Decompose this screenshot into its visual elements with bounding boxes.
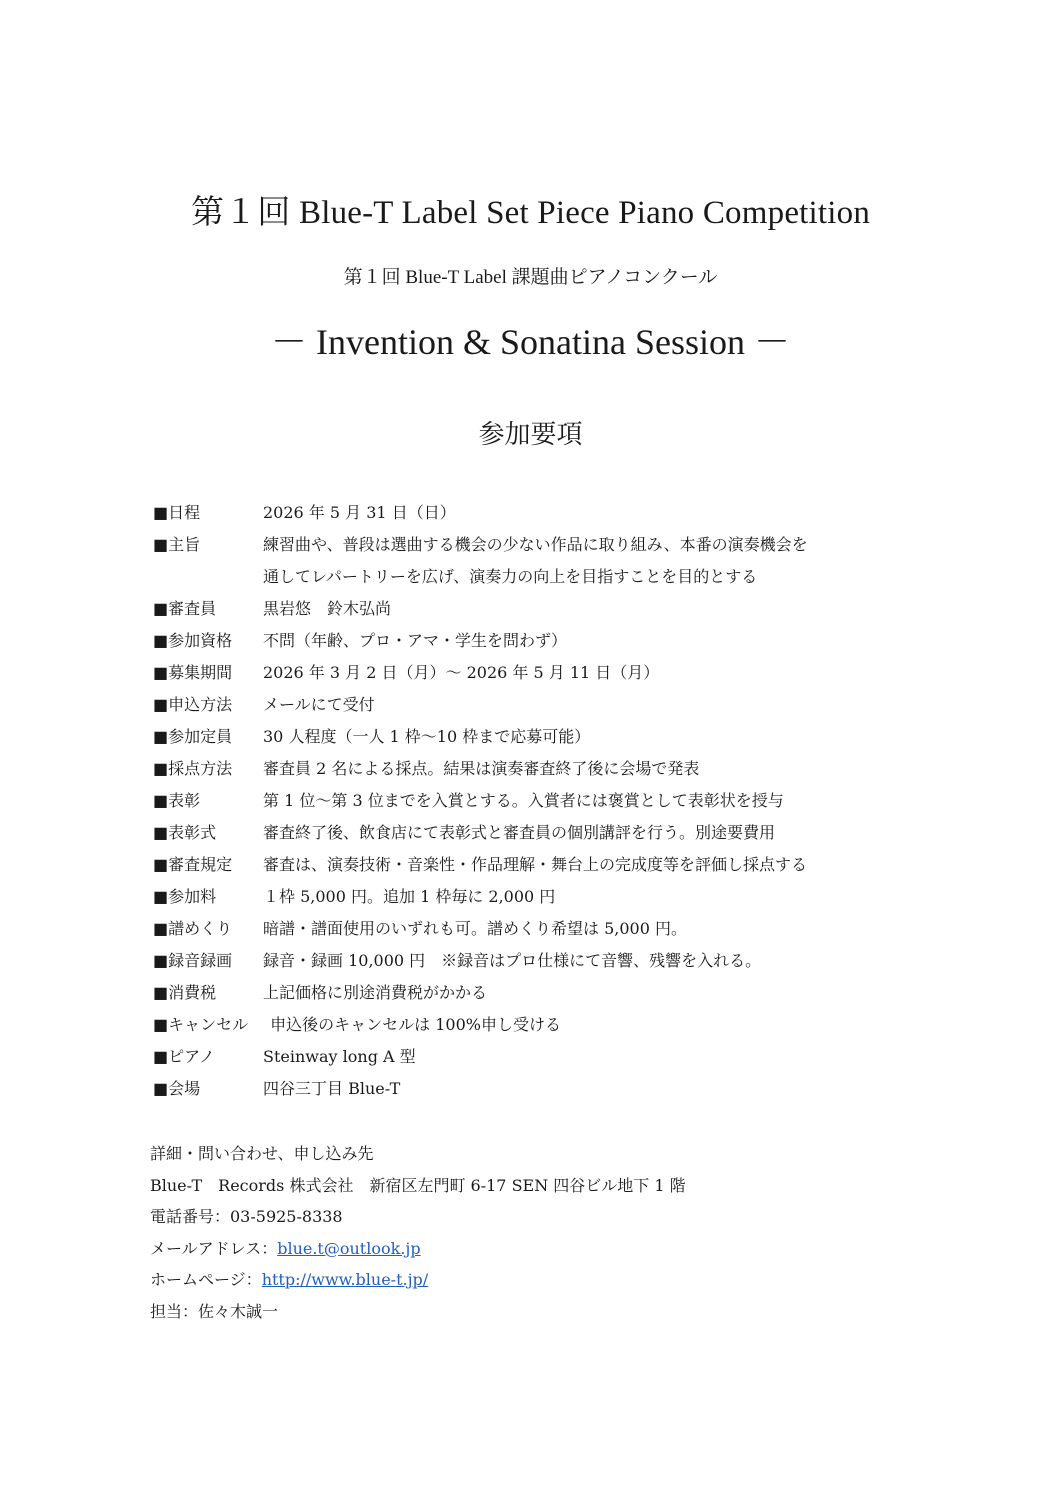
competition-subtitle: 第１回 Blue-T Label 課題曲ピアノコンクール [343,267,718,288]
detail-label: ■参加料 [153,887,217,906]
detail-value-line: 黒岩悠 鈴木弘尚 [263,599,392,618]
detail-row-schedule [153,497,913,529]
detail-label: ■審査員 [153,599,217,618]
detail-value-line: 録音・録画 10,000 円 ※録音はプロ仕様にて音響、残響を入れる。 [263,951,762,970]
contact-email-line [150,1233,910,1265]
detail-label: ■参加定員 [153,727,233,746]
detail-value-line: 暗譜・譜面使用のいずれも可。譜めくり希望は 5,000 円。 [263,919,687,938]
email-link[interactable]: blue.t@outlook.jp [277,1238,421,1258]
detail-row-application-method [153,689,913,721]
detail-label: ■表彰 [153,791,201,810]
session-title: － Invention & Sonatina Session － [271,322,790,362]
detail-row-purpose [153,529,913,593]
detail-value [263,849,913,881]
detail-label: ■日程 [153,503,201,522]
detail-label: ■参加資格 [153,631,233,650]
detail-row-recording [153,945,913,977]
detail-value-line: メールにて受付 [263,695,375,714]
detail-value-line: 通してレパートリーを広げ、演奏力の向上を目指すことを目的とする [263,567,758,586]
detail-label: ■ピアノ [153,1047,215,1066]
detail-row-capacity [153,721,913,753]
detail-row-judging-rules [153,849,913,881]
detail-row-venue [153,1073,913,1105]
detail-value-line: 不問（年齢、プロ・アマ・学生を問わず） [263,631,568,650]
detail-value [263,817,913,849]
guidelines-heading: 参加要項 [478,420,583,450]
detail-value-line: １枠 5,000 円。追加 1 枠毎に 2,000 円 [263,887,556,906]
detail-label: ■募集期間 [153,663,233,682]
detail-label: ■申込方法 [153,695,233,714]
detail-value [263,977,913,1009]
contact-person: 担当：佐々木誠一 [150,1301,279,1321]
detail-value [263,945,913,977]
detail-label: ■主旨 [153,535,201,554]
detail-value [263,913,913,945]
detail-row-award-ceremony [153,817,913,849]
detail-row-piano [153,1041,913,1073]
detail-value-line: Steinway long A 型 [263,1047,416,1066]
contact-phone: 電話番号：03-5925-8338 [150,1207,343,1226]
detail-row-application-period [153,657,913,689]
contact-email-label: メールアドレス： [150,1238,278,1258]
detail-value-line: 30 人程度（一人 1 枠～10 枠まで応募可能） [263,727,591,746]
detail-value [263,689,913,721]
detail-value-line: 申込後のキャンセルは 100%申し受ける [270,1015,561,1034]
detail-value-line: 練習曲や、普段は選曲する機会の少ない作品に取り組み、本番の演奏機会を [263,535,808,554]
detail-value-line: 審査員 2 名による採点。結果は演奏審査終了後に会場で発表 [263,759,700,778]
detail-label: ■審査規定 [153,855,233,874]
detail-value [263,721,913,753]
competition-title: 第１回 Blue-T Label Set Piece Piano Competition [190,195,871,231]
detail-value [263,593,913,625]
website-link[interactable]: http://www.blue-t.jp/ [261,1270,429,1289]
contact-web-line [150,1264,910,1296]
detail-row-tax [153,977,913,1009]
detail-label: ■キャンセル [153,1015,249,1034]
detail-value [263,1041,913,1073]
detail-value [263,753,913,785]
detail-label: ■消費税 [153,983,217,1002]
detail-row-judges [153,593,913,625]
detail-row-eligibility [153,625,913,657]
detail-row-entry-fee [153,881,913,913]
contact-web-label: ホームページ： [150,1270,262,1289]
detail-value-line: 第 1 位～第 3 位までを入賞とする。入賞者には褒賞として表彰状を授与 [263,791,784,810]
detail-label: ■会場 [153,1079,201,1098]
detail-value [263,497,913,529]
contact-heading: 詳細・問い合わせ、申し込み先 [150,1144,374,1163]
detail-row-page-turning [153,913,913,945]
detail-value [263,785,913,817]
contact-company: Blue-T Records 株式会社 新宿区左門町 6-17 SEN 四谷ビル地下 1 階 [150,1175,686,1195]
detail-value-line: 2026 年 5 月 31 日（日） [263,503,456,522]
detail-value [263,881,913,913]
detail-value-line: 上記価格に別途消費税がかかる [263,983,488,1002]
details-list [153,497,913,1105]
detail-label: ■採点方法 [153,759,233,778]
detail-value [263,625,913,657]
detail-value-line: 四谷三丁目 Blue-T [263,1079,401,1098]
detail-value [263,1073,913,1105]
detail-value-line: 審査終了後、飲食店にて表彰式と審査員の個別講評を行う。別途要費用 [263,823,776,842]
detail-row-awards [153,785,913,817]
detail-value [270,1009,913,1041]
detail-label: ■譜めくり [153,919,233,938]
detail-value [263,657,913,689]
detail-row-scoring-method [153,753,913,785]
contact-section [150,1138,910,1327]
detail-value [263,529,913,593]
detail-value-line: 審査は、演奏技術・音楽性・作品理解・舞台上の完成度等を評価し採点する [263,855,808,874]
detail-label: ■録音録画 [153,951,233,970]
detail-label: ■表彰式 [153,823,217,842]
detail-value-line: 2026 年 3 月 2 日（月）～ 2026 年 5 月 11 日（月） [263,663,660,682]
detail-row-cancellation [153,1009,913,1041]
